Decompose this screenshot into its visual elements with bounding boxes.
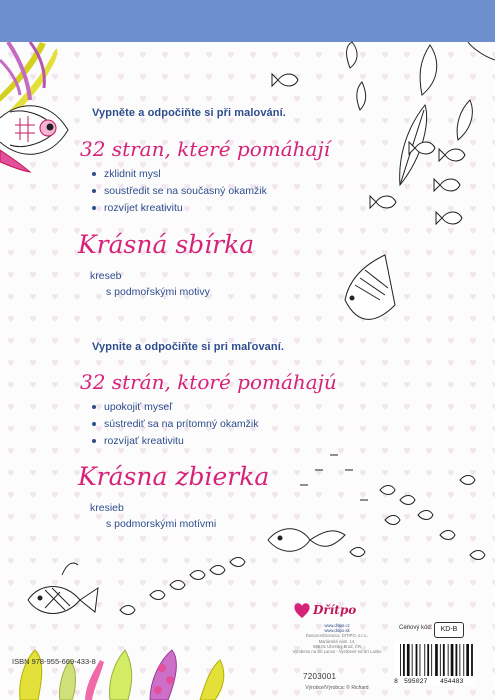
slovak-subtitle-line-2: s podmorskými motívmi	[106, 518, 217, 530]
barcode-bar	[403, 644, 405, 676]
list-item: sústrediť sa na prítomný okamžik	[92, 416, 259, 433]
czech-lead-text: Vypněte a odpočiňte si při malování.	[92, 107, 286, 119]
imprint-line: Mariánské nám. 14,	[318, 638, 356, 644]
bottom-left-fish-icon	[28, 558, 245, 615]
list-item: upokojiť myseľ	[92, 399, 259, 416]
seaweed-leaves-right-icon	[346, 42, 495, 185]
czech-heading: 32 stran, které pomáhají	[80, 137, 331, 161]
price-label: Cenový kód:	[399, 625, 433, 631]
imprint-line: Vyrobeno na Srí Lance - Vyrobené na Srí Lanke	[292, 649, 382, 655]
imprint-line: Dovozce/Dovozca: DITIPO, s.r.o.,	[305, 633, 369, 639]
barcode-bar	[400, 644, 401, 676]
publisher-logo	[292, 600, 372, 622]
list-item: soustředit se na současný okamžik	[92, 183, 267, 200]
barcode-bar	[416, 644, 418, 676]
barcode-bars	[394, 642, 476, 678]
barcode-bar	[471, 644, 473, 676]
barcode-bar	[443, 644, 445, 676]
barcode-bar	[440, 644, 441, 676]
angelfish-icon	[345, 255, 395, 319]
price-code-badge: KD-B	[434, 622, 464, 638]
product-code: 7203001	[303, 672, 337, 681]
isbn-text: ISBN 978-955-669-433-8	[12, 657, 96, 666]
web-sk: www.ditipo.sk	[324, 628, 350, 634]
barcode-bar	[431, 644, 432, 676]
heart-logo-icon	[292, 600, 312, 620]
barcode-bar	[448, 644, 449, 676]
barcode-bar	[427, 644, 429, 676]
producer-text: Výrobce/Výrobca: © Richard	[305, 685, 369, 691]
barcode-bar	[407, 644, 410, 676]
barcode-lead-digit: 8	[394, 678, 398, 685]
patterned-fish-icon	[0, 106, 68, 172]
list-item: rozvíjet kreativitu	[92, 200, 267, 217]
imprint-line: 688 01 Uherský Brod, ČR	[313, 643, 361, 649]
web-cz: www.ditipo.cz	[324, 623, 350, 628]
slovak-subtitle-line-1: kresieb	[90, 502, 124, 514]
barcode-bar	[459, 644, 460, 676]
slovak-script-heading: Krásna zbierka	[78, 462, 270, 491]
barcode-bar	[412, 644, 413, 676]
list-item: rozvíjať kreativitu	[92, 433, 259, 450]
barcode-bar	[463, 644, 464, 676]
czech-script-heading: Krásná sbírka	[78, 230, 255, 259]
czech-bullet-list	[92, 166, 267, 217]
barcode-bar	[456, 644, 458, 676]
barcode-bar	[466, 644, 469, 676]
barcode-right-digits: 454483	[440, 678, 464, 685]
bottom-fish-school-icon	[268, 455, 485, 560]
barcode-bar	[451, 644, 454, 676]
slovak-lead-text: Vypnite a odpočiňte si pri maľovaní.	[92, 341, 285, 353]
publisher-imprint	[287, 623, 387, 654]
list-item: zklidnit mysl	[92, 166, 267, 183]
barcode	[394, 642, 476, 686]
logo-text: Dřítpo	[313, 603, 357, 617]
czech-subtitle-line-1: kreseb	[90, 270, 122, 282]
barcode-bar	[435, 644, 438, 676]
slovak-heading: 32 strán, ktoré pomáhajú	[80, 370, 337, 394]
barcode-bar	[424, 644, 425, 676]
barcode-bar	[420, 644, 421, 676]
slovak-bullet-list	[92, 399, 259, 450]
barcode-left-digits: 595027	[404, 678, 428, 685]
czech-subtitle-line-2: s podmořskými motivy	[106, 286, 210, 298]
